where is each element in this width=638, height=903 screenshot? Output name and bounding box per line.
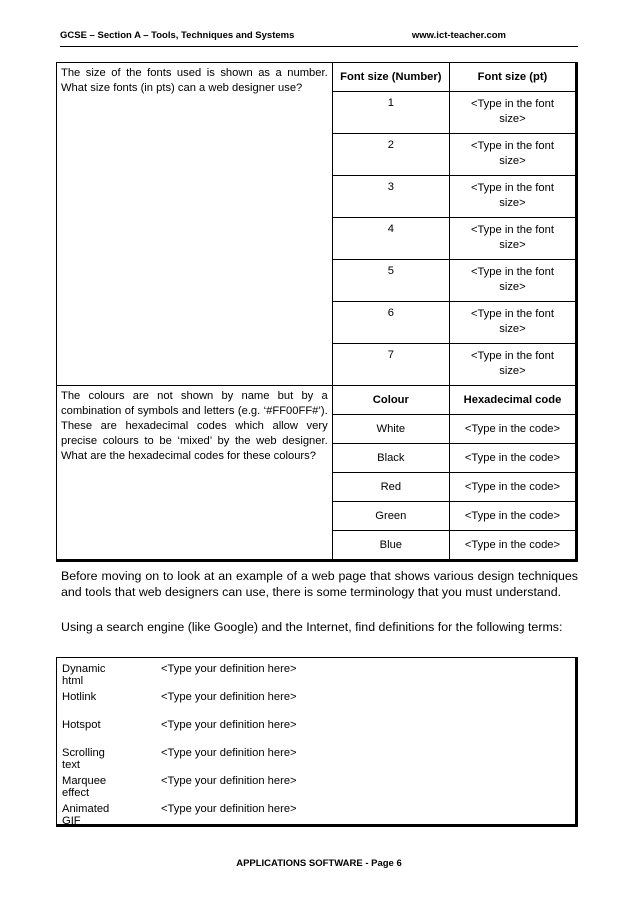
hex-code-field[interactable]: <Type in the code> bbox=[449, 473, 576, 502]
font-size-question: The size of the fonts used is shown as a number. What size fonts (in pts) can a web designer use? bbox=[57, 63, 333, 386]
font-number: 2 bbox=[387, 139, 394, 151]
term-label: Hotspot bbox=[62, 719, 101, 731]
definition-field[interactable]: <Type your definition here> bbox=[161, 719, 297, 731]
terms-box bbox=[56, 657, 578, 827]
font-number: 3 bbox=[387, 181, 394, 193]
hex-code-field[interactable]: <Type in the code> bbox=[449, 415, 576, 444]
colour-question: The colours are not shown by name but by a combination of symbols and letters (e.g. ‘#FF00FF#’). These are hexadecimal codes which allow very precise colours to be ‘mixed’ by the web designer. What are the hexadecimal codes for these colours? bbox=[57, 386, 333, 561]
header-website: www.ict-teacher.com bbox=[411, 30, 506, 41]
term-label: Marquee effect bbox=[62, 775, 107, 799]
instruction-paragraph: Using a search engine (like Google) and the Internet, find definitions for the following terms: bbox=[61, 620, 563, 634]
page-footer: APPLICATIONS SOFTWARE - Page 6 bbox=[236, 858, 402, 869]
font-size-field[interactable]: <Type in the font size> bbox=[470, 224, 554, 251]
font-number: 7 bbox=[387, 349, 394, 361]
font-number: 1 bbox=[387, 97, 394, 109]
worksheet-table bbox=[56, 62, 578, 562]
font-size-field[interactable]: <Type in the font size> bbox=[470, 350, 554, 377]
font-number: 4 bbox=[387, 223, 394, 235]
colour-name: Green bbox=[332, 502, 449, 531]
colour-header: Colour bbox=[332, 386, 449, 415]
hex-code-field[interactable]: <Type in the code> bbox=[449, 531, 576, 561]
colour-name: White bbox=[332, 415, 449, 444]
hex-code-field[interactable]: <Type in the code> bbox=[449, 502, 576, 531]
hex-code-field[interactable]: <Type in the code> bbox=[449, 444, 576, 473]
definition-field[interactable]: <Type your definition here> bbox=[161, 663, 297, 675]
term-label: Animated GIF bbox=[62, 803, 110, 827]
definition-field[interactable]: <Type your definition here> bbox=[161, 747, 297, 759]
term-label: Hotlink bbox=[62, 691, 97, 703]
colour-name: Red bbox=[332, 473, 449, 502]
colour-name: Blue bbox=[332, 531, 449, 561]
intro-paragraph: Before moving on to look at an example of a web page that shows various design techniques and tools that web designers can use, there is some terminology that you must understand. bbox=[61, 569, 578, 599]
definition-field[interactable]: <Type your definition here> bbox=[161, 691, 297, 703]
font-size-field[interactable]: <Type in the font size> bbox=[470, 140, 554, 167]
font-size-field[interactable]: <Type in the font size> bbox=[470, 182, 554, 209]
font-size-field[interactable]: <Type in the font size> bbox=[470, 308, 554, 335]
term-label: Scrolling text bbox=[62, 747, 105, 771]
definition-field[interactable]: <Type your definition here> bbox=[161, 803, 297, 815]
definition-field[interactable]: <Type your definition here> bbox=[161, 775, 297, 787]
font-number: 5 bbox=[387, 265, 394, 277]
font-size-number-header: Font size (Number) bbox=[332, 63, 449, 92]
font-number: 6 bbox=[387, 307, 394, 319]
term-label: Dynamic html bbox=[62, 663, 106, 687]
colour-name: Black bbox=[332, 444, 449, 473]
hex-code-header: Hexadecimal code bbox=[449, 386, 576, 415]
header-title: GCSE – Section A – Tools, Techniques and Systems bbox=[60, 30, 295, 41]
page-header bbox=[60, 30, 578, 47]
font-size-pt-header: Font size (pt) bbox=[449, 63, 576, 92]
font-size-field[interactable]: <Type in the font size> bbox=[470, 98, 554, 125]
font-size-field[interactable]: <Type in the font size> bbox=[470, 266, 554, 293]
